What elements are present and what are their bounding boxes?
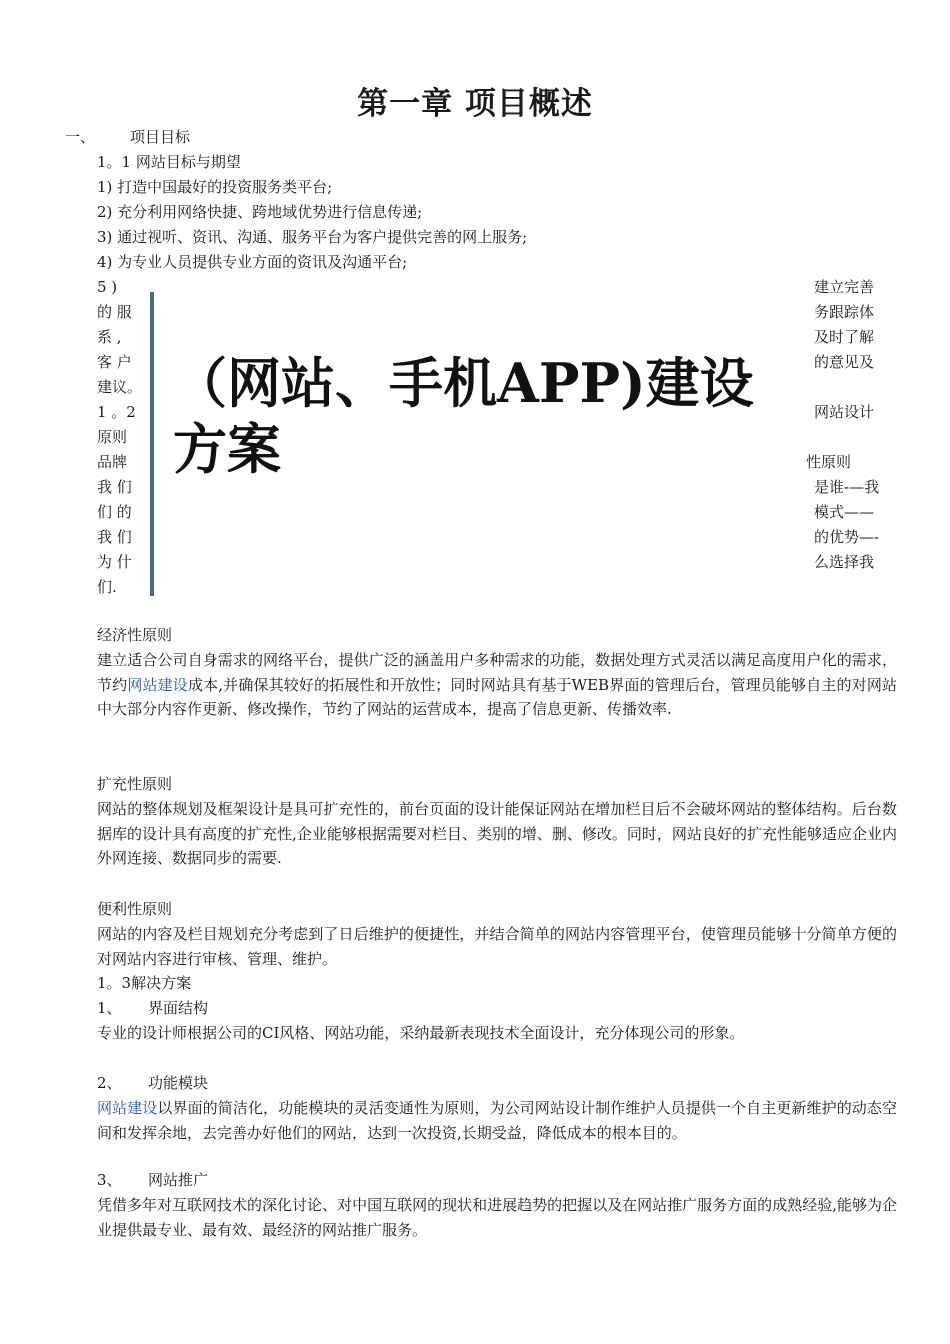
overlap-left-column — [97, 275, 143, 600]
expand-paragraph: 网站的整体规划及框架设计是具可扩充性的，前台页面的设计能保证网站在增加栏目后不会破坏网站的整体结构。后台数据库的设计具有高度的扩充性,企业能够根据需要对栏目、类别的增、删、修改。同时，网站良好的扩充性能够适应企业内外网连接、数据同步的需要. — [97, 800, 897, 867]
overlap-right-line: 是谁-—我 — [814, 478, 880, 496]
overlap-right-line: 么选择我 — [814, 553, 875, 571]
section-label: 项目目标 — [130, 128, 191, 146]
overlap-left-line: 为 什 — [97, 553, 132, 571]
overlap-right-line — [806, 375, 892, 400]
item3-number: 3、 — [97, 1171, 122, 1189]
overlap-right-column — [806, 275, 892, 575]
convenience-paragraph: 网站的内容及栏目规划充分考虑到了日后维护的便捷性，并结合简单的网站内容管理平台，使管理员能够十分简单方便的对网站内容进行审核、管理、维护。 — [97, 925, 897, 968]
section-number: 一、 — [65, 128, 96, 146]
item2-text: 以界面的简洁化，功能模块的灵活变通性为原则，为公司网站设计制作维护人员提供一个自主更新维护的动态空间和发挥余地，去完善办好他们的网站，达到一次投资,长期受益，降低成本的根本目的。 — [97, 1099, 897, 1142]
overlap-left-line: 建议。 — [97, 378, 143, 396]
item1-label: 界面结构 — [148, 999, 209, 1017]
convenience-heading: 便利性原则 — [97, 900, 173, 918]
overlap-right-line: 网站设计 — [814, 403, 875, 421]
economy-text-b: 成本,并确保其较好的拓展性和开放性；同时网站具有基于WEB界面的管理后台，管理员能够自主的对网站中大部分内容作更新、修改操作，节约了网站的运营成本，提高了信息更新、传播效率. — [97, 675, 897, 718]
website-build-link-2[interactable]: 网站建设 — [97, 1099, 158, 1117]
cover-accent-bar — [150, 292, 154, 596]
overlap-left-line: 品牌 — [97, 453, 128, 471]
overlap-right-line: 模式—— — [814, 503, 875, 521]
overlap-left-line: 们 的 — [97, 503, 132, 521]
item1-number: 1、 — [97, 999, 122, 1017]
item2-number: 2、 — [97, 1074, 122, 1092]
overlap-right-line: 及时了解 — [814, 328, 875, 346]
economy-heading: 经济性原则 — [97, 626, 173, 644]
overlap-right-line: 务跟踪体 — [814, 303, 875, 321]
website-build-link[interactable]: 网站建设 — [127, 675, 188, 694]
cover-title: （网站、手机APP)建设方案 — [173, 351, 754, 481]
expand-heading: 扩充性原则 — [97, 775, 173, 793]
overlap-right-line: 建立完善 — [814, 278, 875, 296]
item2-paragraph — [97, 1096, 897, 1145]
overlap-left-line: 的 服 — [97, 303, 132, 321]
goal-item-2: 2) 充分利用网络快捷、跨地域优势进行信息传递; — [97, 203, 423, 221]
subsection-heading: 1。1 网站目标与期望 — [97, 153, 241, 171]
overlap-left-line: 我 们 — [97, 478, 132, 496]
goal-item-1: 1) 打造中国最好的投资服务类平台; — [97, 178, 333, 196]
solution-heading: 1。3解决方案 — [97, 974, 192, 992]
item3-paragraph: 凭借多年对互联网技术的深化讨论、对中国互联网的现状和进展趋势的把握以及在网站推广服务方面的成熟经验,能够为企业提供最专业、最有效、最经济的网站推广服务。 — [97, 1196, 897, 1239]
overlap-left-line: 1 。2 — [97, 403, 136, 421]
overlap-right-line: 的意见及 — [814, 353, 875, 371]
item1-paragraph: 专业的设计师根据公司的CI风格、网站功能，采纳最新表现技术全面设计，充分体现公司的形象。 — [97, 1024, 745, 1042]
overlap-left-line: 们. — [97, 578, 117, 596]
overlap-left-line: 客 户 — [97, 353, 132, 371]
overlap-right-line — [806, 425, 892, 450]
overlap-left-line: 5 ) — [97, 278, 118, 296]
overlap-left-line: 原则 — [97, 428, 128, 446]
overlap-left-line: 系 , — [97, 328, 122, 346]
item2-label: 功能模块 — [148, 1074, 209, 1092]
item3-label: 网站推广 — [148, 1171, 209, 1189]
chapter-title: 第一章 项目概述 — [357, 86, 593, 122]
economy-text-a: 建立适合公司自身需求的网络平台，提供广泛的涵盖用户多种需求的功能，数据处理方式灵活以满足高度用户化的需求，节约 — [97, 651, 897, 694]
overlap-right-line: 的优势—- — [814, 528, 880, 546]
goal-item-4: 4) 为专业人员提供专业方面的资讯及沟通平台; — [97, 253, 408, 271]
overlap-left-line: 我 们 — [97, 528, 132, 546]
economy-paragraph — [97, 648, 897, 722]
overlap-right-line: 性原则 — [806, 453, 852, 471]
goal-item-3: 3) 通过视听、资讯、沟通、服务平台为客户提供完善的网上服务; — [97, 228, 528, 246]
